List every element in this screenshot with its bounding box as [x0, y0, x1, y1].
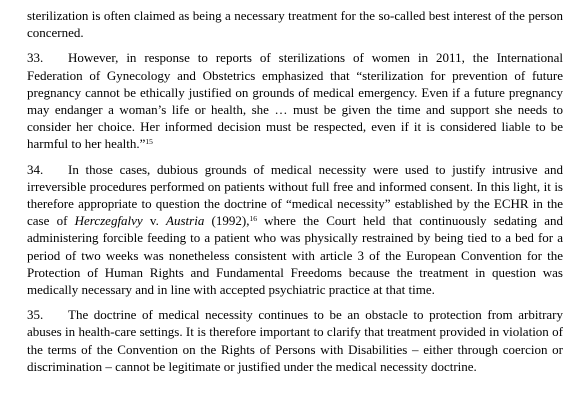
paragraph-text: In those cases, dubious grounds of medical necessity were used to justify intrusive and irreversible procedures performed on patients without full free and informed consent. In this light, it is therefore appropriate to question the doctrine of “medical necessity” established by the ECHR in the case of — [27, 161, 563, 229]
paragraph-number: 35. — [27, 307, 44, 323]
footnote-reference[interactable]: 16 — [249, 214, 257, 224]
paragraph-text: sterilization is often claimed as being a necessary treatment for the so-called best interest of the person concerned. — [27, 8, 563, 41]
paragraph-text: However, in response to reports of sterilizations of women in 2011, the International Federation of Gynecology and Obstetrics emphasized that “sterilization for prevention of future pregnancy cannot be ethically justified on grounds of medical emergency. Even if a future pregnancy may endanger a woman’s life or health, she … must be given the time and support she needs to consider her choice. Her informed decision must be respected, even if it is considered liable to be harmful to her health.” — [27, 50, 563, 152]
paragraph-text: The doctrine of medical necessity continues to be an obstacle to protection from arbitrary abuses in health-care settings. It is therefore important to clarify that treatment provided in violation of the terms of the Convention on the Rights of Persons with Disabilities – either through coercion or discrimination – cannot be legitimate or justified under the medical necessity doctrine. — [27, 307, 563, 374]
paragraph-33 — [27, 49, 563, 152]
paragraph-35 — [27, 306, 563, 375]
paragraph-34 — [27, 161, 563, 299]
case-name-party-2: Austria — [166, 213, 205, 229]
paragraph-number: 33. — [27, 50, 44, 66]
case-year: (1992), — [204, 213, 250, 229]
footnote-reference[interactable]: 15 — [145, 137, 153, 147]
paragraph-continuation — [27, 7, 563, 41]
paragraph-number: 34. — [27, 161, 44, 177]
case-name-versus: v. — [142, 213, 167, 229]
case-name-party-1: Herczegfalvy — [74, 213, 143, 229]
paragraph-text-continued: where the Court held that continuously sedating and administering forcible feeding to a patient who was physically restrained by being tied to a bed for a period of two weeks was nonetheless consistent with article 3 of the European Convention for the Protection of Human Rights and Fundamental Freedoms because the treatment in question was medically necessary and in line with accepted psychiatric practice at that time. — [27, 213, 563, 298]
